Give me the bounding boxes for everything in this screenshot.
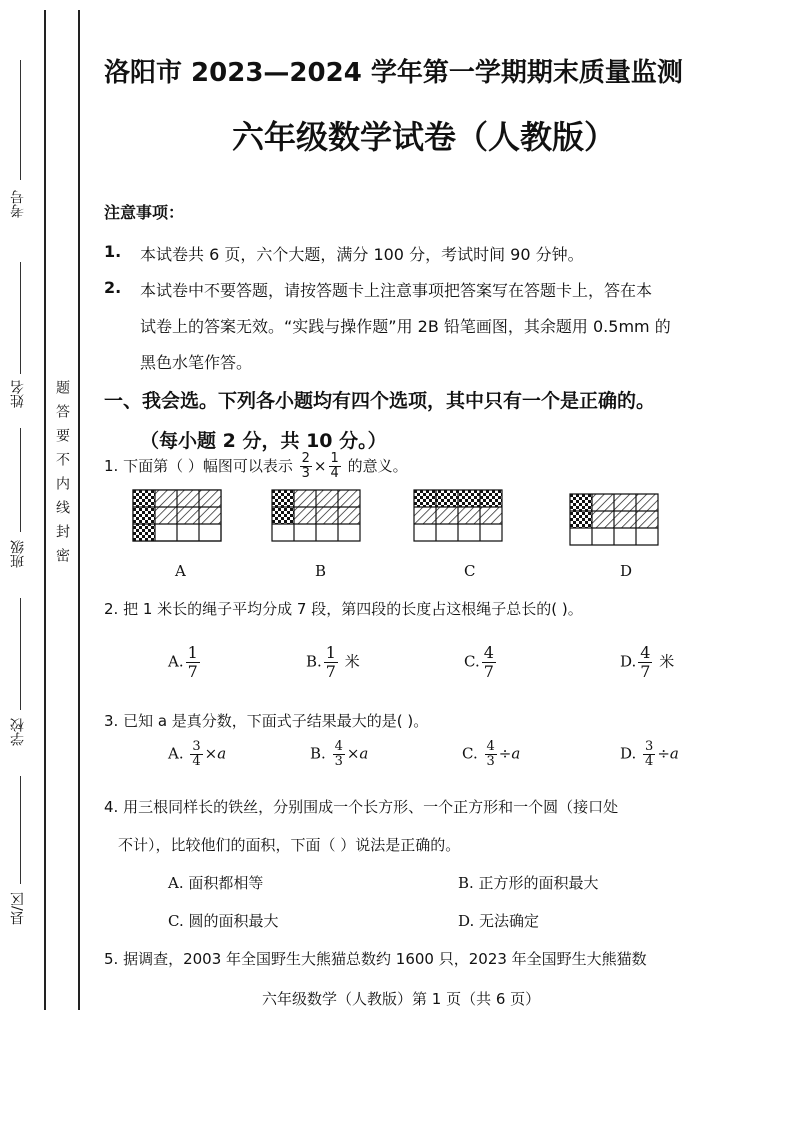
seal-char: 答 bbox=[54, 404, 70, 428]
question-4-line-2: 不计），比较他们的面积，下面（ ）说法是正确的。 bbox=[118, 836, 461, 854]
option-fraction bbox=[324, 644, 338, 681]
seal-char: 内 bbox=[54, 476, 70, 500]
option-operator: ÷a bbox=[498, 744, 521, 763]
notes-heading: 注意事项： bbox=[104, 203, 185, 222]
frac-numerator: 4 bbox=[640, 643, 651, 662]
q4-option-b[interactable]: B. 正方形的面积最大 bbox=[458, 874, 599, 892]
frac-denominator: 7 bbox=[187, 662, 198, 681]
q2-option-d[interactable] bbox=[620, 644, 674, 681]
option-letter: D. bbox=[620, 744, 637, 763]
q1-figures bbox=[0, 488, 794, 558]
question-2: 2. 把 1 米长的绳子平均分成 7 段，第四段的长度占这根绳子总长的( )。 bbox=[104, 600, 583, 618]
frac-numerator: 4 bbox=[486, 739, 495, 754]
field-exam-number-label: 考号 bbox=[10, 190, 26, 218]
q2-option-a[interactable] bbox=[168, 644, 202, 681]
frac-numerator: 1 bbox=[330, 451, 339, 466]
option-letter: A. bbox=[168, 744, 184, 763]
field-name-label: 姓名 bbox=[10, 380, 26, 408]
field-school-label: 学校 bbox=[10, 718, 26, 746]
option-fraction bbox=[485, 740, 497, 769]
exam-subtitle: 六年级数学试卷（人教版） bbox=[232, 118, 617, 156]
option-letter: B. bbox=[310, 744, 326, 763]
frac-numerator: 1 bbox=[325, 643, 336, 662]
option-fraction bbox=[190, 740, 202, 769]
frac-denominator: 3 bbox=[334, 754, 343, 769]
option-letter: C. bbox=[462, 744, 478, 763]
frac-denominator: 7 bbox=[640, 662, 651, 681]
seal-char: 密 bbox=[54, 548, 70, 572]
frac-denominator: 7 bbox=[483, 662, 494, 681]
option-unit: 米 bbox=[344, 652, 360, 671]
frac-denominator: 4 bbox=[645, 754, 654, 769]
note-2-line-3: 黑色水笔作答。 bbox=[140, 353, 253, 372]
frac-numerator: 1 bbox=[187, 643, 198, 662]
question-1 bbox=[104, 452, 408, 481]
fraction-one-quarter bbox=[329, 452, 341, 481]
frac-numerator: 3 bbox=[645, 739, 654, 754]
frac-denominator: 4 bbox=[330, 466, 339, 481]
q2-option-c[interactable] bbox=[464, 644, 498, 681]
frac-denominator: 7 bbox=[325, 662, 336, 681]
field-exam-number-blank[interactable] bbox=[20, 60, 21, 180]
field-class-label: 班级 bbox=[10, 540, 26, 568]
figure-b-label: B bbox=[315, 562, 327, 580]
frac-numerator: 2 bbox=[301, 451, 310, 466]
option-fraction bbox=[638, 644, 652, 681]
option-unit: 米 bbox=[659, 652, 675, 671]
question-3: 3. 已知 a 是真分数，下面式子结果最大的是( )。 bbox=[104, 712, 429, 730]
q4-option-d[interactable]: D. 无法确定 bbox=[458, 912, 540, 930]
page-footer: 六年级数学（人教版）第 1 页（共 6 页） bbox=[262, 990, 541, 1008]
note-2-line-2: 试卷上的答案无效。“实践与操作题”用 2B 铅笔画图，其余题用 0.5mm 的 bbox=[140, 317, 671, 336]
option-operator: ÷a bbox=[657, 744, 679, 763]
frac-denominator: 3 bbox=[301, 466, 310, 481]
option-fraction bbox=[333, 740, 345, 769]
q3-option-d[interactable] bbox=[620, 740, 679, 769]
frac-numerator: 4 bbox=[483, 643, 494, 662]
note-1-text: 本试卷共 6 页，六个大题，满分 100 分，考试时间 90 分钟。 bbox=[140, 245, 584, 264]
seal-char: 要 bbox=[54, 428, 70, 452]
q3-option-c[interactable] bbox=[462, 740, 520, 769]
question-5-line-1: 5. 据调查，2003 年全国野生大熊猫总数约 1600 只，2023 年全国野生大熊猫数 bbox=[104, 950, 647, 968]
figure-d-label: D bbox=[620, 562, 633, 580]
fraction-two-thirds bbox=[300, 452, 312, 481]
q3-option-a[interactable] bbox=[168, 740, 226, 769]
question-1-prefix: 1. 下面第（ ）幅图可以表示 bbox=[104, 457, 293, 475]
note-2-number: 2. bbox=[104, 278, 122, 297]
seal-char: 题 bbox=[54, 380, 70, 404]
figure-a-label: A bbox=[175, 562, 186, 580]
field-name-blank[interactable] bbox=[20, 262, 21, 374]
frac-denominator: 4 bbox=[192, 754, 201, 769]
note-2-line-1: 本试卷中不要答题，请按答题卡上注意事项把答案写在答题卡上，答在本 bbox=[140, 281, 653, 300]
frac-denominator: 3 bbox=[486, 754, 495, 769]
option-letter: D. bbox=[620, 652, 637, 671]
q2-option-b[interactable] bbox=[306, 644, 360, 681]
exam-title: 洛阳市 2023—2024 学年第一学期期末质量监测 bbox=[104, 58, 683, 88]
question-4-line-1: 4. 用三根同样长的铁丝，分别围成一个长方形、一个正方形和一个圆（接口处 bbox=[104, 798, 619, 816]
option-operator: ×a bbox=[346, 744, 369, 763]
q4-option-a[interactable]: A. 面积都相等 bbox=[168, 874, 264, 892]
times-sign: × bbox=[313, 457, 327, 475]
option-fraction bbox=[186, 644, 200, 681]
seal-char: 线 bbox=[54, 500, 70, 524]
section-1-score: （每小题 2 分，共 10 分。） bbox=[140, 430, 387, 452]
field-school-blank[interactable] bbox=[20, 598, 21, 710]
option-fraction bbox=[643, 740, 655, 769]
question-1-suffix: 的意义。 bbox=[347, 457, 408, 475]
frac-numerator: 4 bbox=[334, 739, 343, 754]
field-district-label: 县/区 bbox=[10, 892, 26, 925]
figure-c-label: C bbox=[464, 562, 476, 580]
frac-numerator: 3 bbox=[192, 739, 201, 754]
figure-a[interactable] bbox=[133, 490, 221, 541]
figure-b[interactable] bbox=[272, 490, 360, 541]
q4-option-c[interactable]: C. 圆的面积最大 bbox=[168, 912, 279, 930]
figure-c[interactable] bbox=[414, 490, 502, 541]
note-1-number: 1. bbox=[104, 242, 122, 261]
seal-char: 不 bbox=[54, 452, 70, 476]
option-operator: ×a bbox=[204, 744, 227, 763]
seal-char: 封 bbox=[54, 524, 70, 548]
q3-option-b[interactable] bbox=[310, 740, 368, 769]
field-district-blank[interactable] bbox=[20, 776, 21, 884]
section-1-title: 一、我会选。下列各小题均有四个选项，其中只有一个是正确的。 bbox=[104, 390, 656, 412]
option-letter: A. bbox=[168, 652, 184, 671]
figure-d[interactable] bbox=[570, 494, 658, 545]
option-letter: C. bbox=[464, 652, 480, 671]
option-fraction bbox=[482, 644, 496, 681]
option-letter: B. bbox=[306, 652, 322, 671]
